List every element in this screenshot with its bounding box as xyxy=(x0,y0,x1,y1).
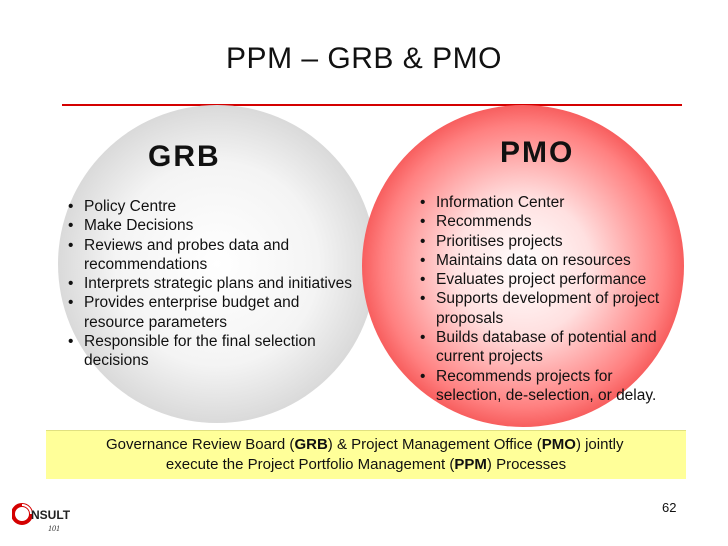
pmo-bullet-list xyxy=(418,193,678,405)
banner-text: Governance Review Board ( xyxy=(106,436,295,453)
banner-text: ) & Project Management Office ( xyxy=(327,436,542,453)
banner-text: ) jointly xyxy=(575,436,624,453)
title-divider xyxy=(62,104,682,106)
grb-bullet-list xyxy=(66,197,356,371)
list-item: • Make Decisions xyxy=(66,216,356,235)
grb-heading: GRB xyxy=(148,140,221,173)
list-item: • Recommends projects for selection, de-selection, or delay. xyxy=(418,367,678,406)
summary-banner xyxy=(46,430,686,479)
consult-logo xyxy=(12,500,78,536)
list-item: • Recommends xyxy=(418,212,678,231)
list-item: • Reviews and probes data and recommendations xyxy=(66,236,356,275)
list-item: • Evaluates project performance xyxy=(418,270,678,289)
list-item: • Policy Centre xyxy=(66,197,356,216)
list-item: • Responsible for the final selection decisions xyxy=(66,332,356,371)
logo-text: NSULT xyxy=(31,508,71,522)
banner-bold-pmo: PMO xyxy=(541,436,576,453)
pmo-heading: PMO xyxy=(500,136,575,169)
list-item: • Maintains data on resources xyxy=(418,251,678,270)
logo-subtext: 101 xyxy=(48,524,60,533)
banner-text: ) Processes xyxy=(486,456,567,473)
banner-line-2 xyxy=(46,455,686,475)
list-item: • Information Center xyxy=(418,193,678,212)
banner-bold-grb: GRB xyxy=(294,436,328,453)
banner-bold-ppm: PPM xyxy=(454,456,487,473)
list-item: • Builds database of potential and current projects xyxy=(418,328,678,367)
list-item: • Prioritises projects xyxy=(418,232,678,251)
page-number: 62 xyxy=(662,500,677,515)
list-item: • Interprets strategic plans and initiatives xyxy=(66,274,356,293)
list-item: • Provides enterprise budget and resource parameters xyxy=(66,293,356,332)
list-item: • Supports development of project proposals xyxy=(418,289,678,328)
banner-line-1 xyxy=(46,435,686,455)
banner-text: execute the Project Portfolio Management ( xyxy=(165,456,455,473)
slide-title: PPM – GRB & PMO xyxy=(226,42,502,75)
